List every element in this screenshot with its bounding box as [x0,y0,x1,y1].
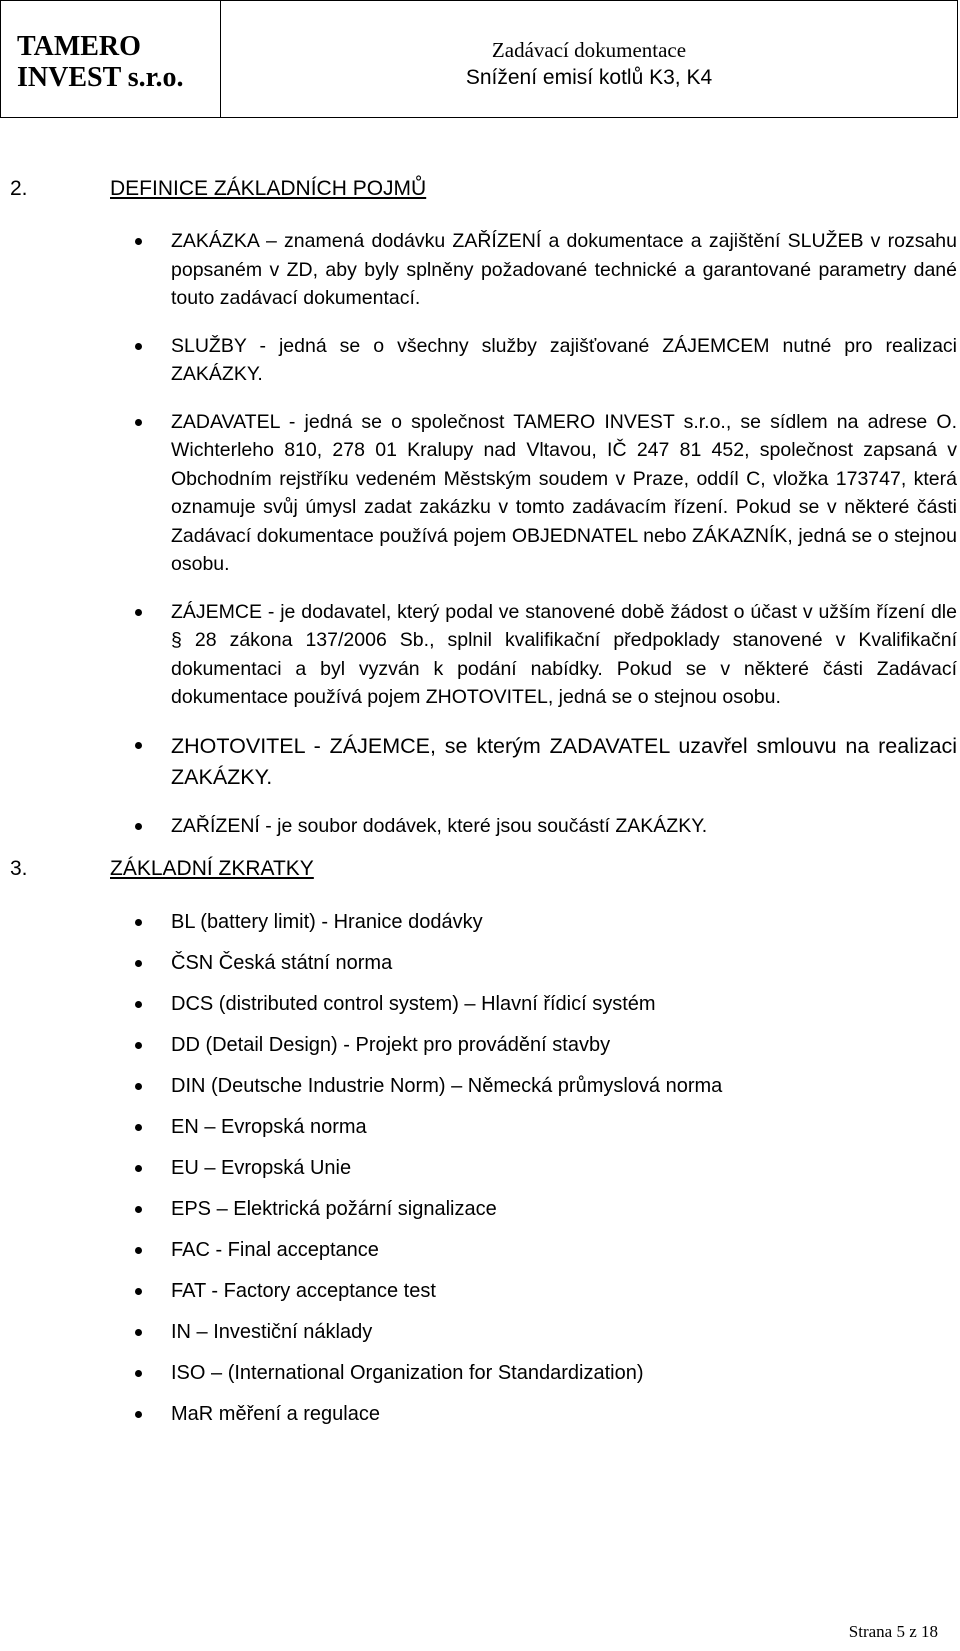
section-2-title: DEFINICE ZÁKLADNÍCH POJMŮ [110,177,427,200]
list-item: FAT - Factory acceptance test [135,1277,957,1306]
list-item: FAC - Final acceptance [135,1236,957,1265]
list-item: ZHOTOVITEL - ZÁJEMCE, se kterým ZADAVATEL uzavřel smlouvu na realizaci ZAKÁZKY. [135,731,957,793]
company-name [1,1,221,117]
section-2-heading [10,176,426,202]
list-item: EN – Evropská norma [135,1113,957,1142]
list-item: ISO – (International Organization for Standardization) [135,1359,957,1388]
document-subtitle: Snížení emisí kotlů K3, K4 [465,66,713,89]
list-item: IN – Investiční náklady [135,1318,957,1347]
list-item: ČSN Česká státní norma [135,949,957,978]
list-item: BL (battery limit) - Hranice dodávky [135,908,957,937]
list-item: MaR měření a regulace [135,1400,957,1429]
page-header [0,0,958,118]
company-name-line2: INVEST s.r.o. [17,62,184,93]
list-item: DD (Detail Design) - Projekt pro provádění stavby [135,1031,957,1060]
list-item: SLUŽBY - jedná se o všechny služby zajišťované ZÁJEMCEM nutné pro realizaci ZAKÁZKY. [135,332,957,389]
list-item: ZAŘÍZENÍ - je soubor dodávek, které jsou součástí ZAKÁZKY. [135,812,957,841]
list-item: DIN (Deutsche Industrie Norm) – Německá průmyslová norma [135,1072,957,1101]
list-item: DCS (distributed control system) – Hlavní řídicí systém [135,990,957,1019]
section-3-title: ZÁKLADNÍ ZKRATKY [110,857,314,880]
section-3-heading [10,856,314,882]
abbreviations-list [135,908,957,1441]
document-title-block [221,1,957,117]
document-title: Zadávací dokumentace [491,38,687,62]
definitions-list [135,227,957,859]
company-name-line1: TAMERO [17,31,141,62]
list-item: EPS – Elektrická požární signalizace [135,1195,957,1224]
list-item: ZAKÁZKA – znamená dodávku ZAŘÍZENÍ a dokumentace a zajištění SLUŽEB v rozsahu popsaném v ZD, aby byly splněny požadované technické a garantované parametry dané touto zadávací dokumentací. [135,227,957,313]
page-number: Strana 5 z 18 [848,1622,938,1641]
list-item: EU – Evropská Unie [135,1154,957,1183]
section-3-number: 3. [10,857,28,880]
list-item: ZADAVATEL - jedná se o společnost TAMERO INVEST s.r.o., se sídlem na adrese O. Wichterleho 810, 278 01 Kralupy nad Vltavou, IČ 247 81 452, společnost zapsaná v Obchodním rejstříku vedeném Městským soudem v Praze, oddíl C, vložka 173747, která oznamuje svůj úmysl zadat zakázku v tomto zadávacím řízení. Pokud se v některé části Zadávací dokumentace používá pojem OBJEDNATEL nebo ZÁKAZNÍK, jedná se o stejnou osobu. [135,408,957,579]
section-2-number: 2. [10,177,28,200]
list-item: ZÁJEMCE - je dodavatel, který podal ve stanovené době žádost o účast v užším řízení dle § 28 zákona 137/2006 Sb., splnil kvalifikační předpoklady stanovené v Kvalifikační dokumentaci a byl vyzván k podání nabídky. Pokud se v některé části Zadávací dokumentace používá pojem ZHOTOVITEL, jedná se o stejnou osobu. [135,598,957,712]
